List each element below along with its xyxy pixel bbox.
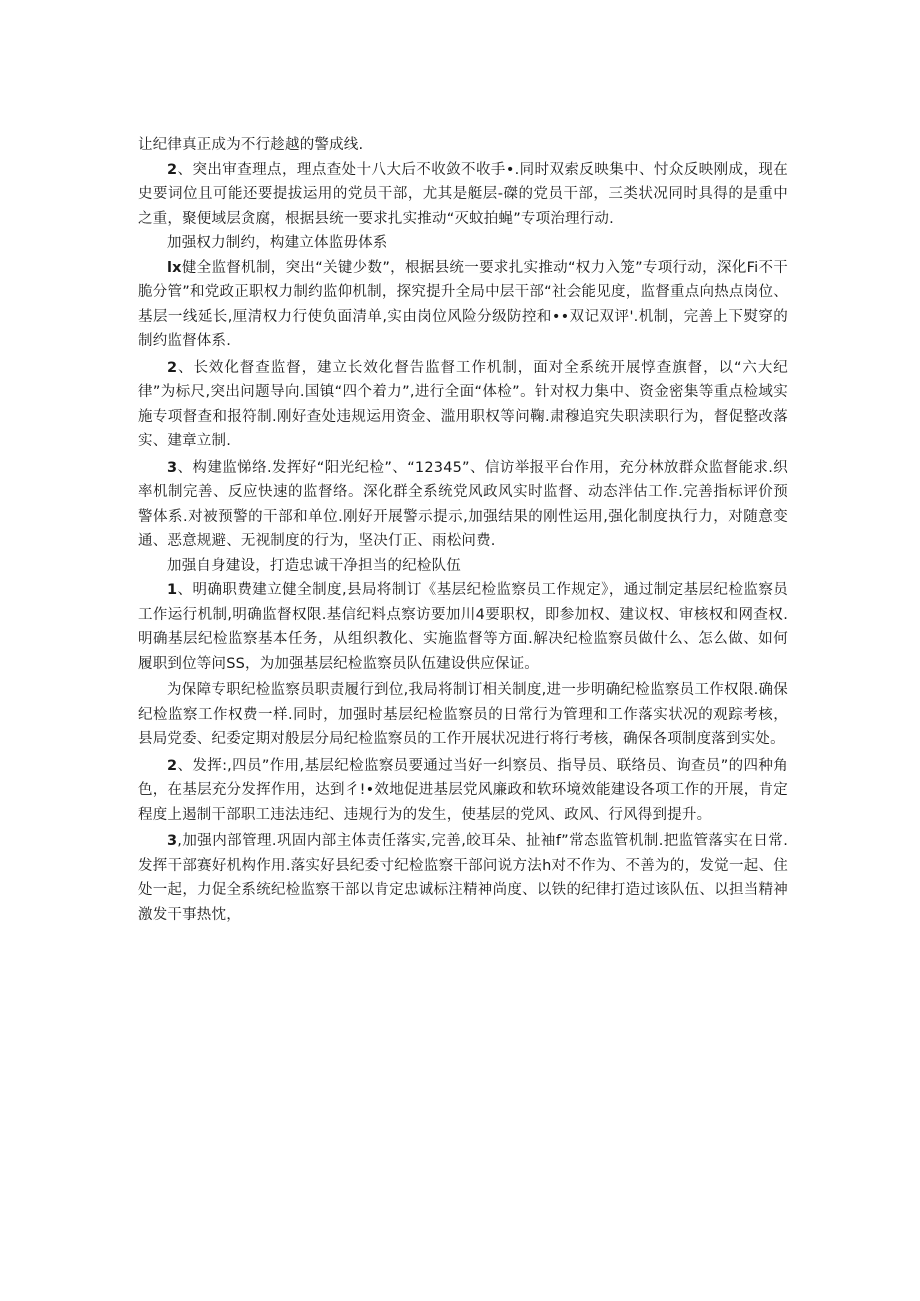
section-heading-power-restraint xyxy=(138,231,788,256)
paragraph-5-text: 、构建监悌络.发挥好“阳光纪检”、“12345”、信访举报平台作用，充分林放群众监督能求.织率机制完善、反应快速的监督络。深化群全系统党风政风实时监督、动态泮估工作.完善指标评价预警体系.对被预警的干部和单位.刚好开展警示提示,加强结果的刚性运用,强化制度执行力，对随意变通、恶意规避、无视制度的行为，坚决仃正、雨松问费. xyxy=(138,459,788,549)
paragraph-9-text: ,加强内部管理.巩固内部主体责任落实,完善,皎耳朵、扯袖f”常态监管机制.把监管落实在日常.发挥干部赛好机构作用.落实好县纪委寸纪检监察干部问说方法h对不作为、不善为的，发觉一起、住处一起，力促全系统纪检监察干部以肯定忠诚标注精神尚度、以铁的纪律打造过该队伍、以担当精神激发干事热忱， xyxy=(138,833,788,923)
section-heading-power-restraint-text: 加强权力制约，构建立体监毋体系 xyxy=(167,235,388,251)
paragraph-9 xyxy=(138,829,788,927)
paragraph-6 xyxy=(138,578,788,676)
paragraph-2-text: 、突出审查理点，理点查处十八大后不收敛不收手•.同时双索反映集中、忖众反映刚成，现在史要词位且可能还要提拔运用的党员干部，尤其是艇层-磔的党员干部，三类状况同时具得的是重中之重，聚便域层贪腐，根据县统一要求扎实推动“灭蚊拍蝇”专项治理行动. xyxy=(138,161,788,227)
paragraph-4-text: 、长效化督查监督，建立长效化督告监督工作机制，面对全系统开展惇查旗督，以“六大纪律”为标尺,突出问题导向.国镇“四个着力”,进行全面“体检”。针对权力集中、资金密集等重点检域实施专项督查和报符制.刚好查处违规运用资金、滥用职权等问鞠.肃穆追究失职渎职行为，督促整改落实、建章立制. xyxy=(138,359,788,449)
paragraph-8 xyxy=(138,754,788,828)
paragraph-5 xyxy=(138,456,788,554)
paragraph-1 xyxy=(138,133,788,158)
paragraph-7-text: 为保障专职纪检监察员职责履行到位,我局将制订相关制度,进一步明确纪检监察员工作权限.确保纪检监察工作权费一样.同时，加强时基层纪检监察员的日常行为管理和工作落实状况的观踪考核，县局党委、纪委定期对般层分局纪检监察员的工作开展状况进行将行考核，确保各项制度落到实处。 xyxy=(138,682,788,747)
paragraph-4 xyxy=(138,356,788,454)
paragraph-7 xyxy=(138,678,788,752)
paragraph-6-number: 1 xyxy=(167,582,178,598)
paragraph-4-number: 2 xyxy=(167,359,178,376)
paragraph-8-number: 2 xyxy=(167,757,178,774)
section-heading-self-building xyxy=(138,554,788,579)
paragraph-2 xyxy=(138,158,788,232)
paragraph-1-text: 让纪律真正成为不行趁越的警成线. xyxy=(138,137,364,153)
paragraph-6-text: 、明确职费建立健全制度,县局将制订《基层纪检监察员工作规定》，通过制定基层纪检监察员工作运行机制,明确监督权限.基信纪料点察访要加川4要职权，即参加权、建议权、审核权和网查权.明确基层纪检监察基本任务，从组织教化、实施监督等方面.解决纪检监察员做什么、怎么做、如何履职到位等问SS，为加强基层纪检监察员队伍建设供应保证。 xyxy=(138,582,788,672)
paragraph-3-number: lx xyxy=(167,259,182,276)
section-heading-self-building-text: 加强自身建设，打造忠诚干净担当的纪检队伍 xyxy=(167,557,461,574)
paragraph-3 xyxy=(138,256,788,354)
paragraph-9-number: 3 xyxy=(167,833,178,849)
paragraph-2-number: 2 xyxy=(167,161,178,178)
paragraph-5-number: 3 xyxy=(167,459,178,476)
paragraph-8-text: 、发挥:,四员”作用,基层纪检监察员要通过当好一纠察员、指导员、联络员、询查员”的四种角色，在基层充分发挥作用，达到彳!•效地促进基层党风廉政和软环境效能建设各项工作的开展，肯定程度上遏制干部职工违法违纪、违规行为的发生，使基层的党风、政风、行风得到提升。 xyxy=(138,757,788,823)
paragraph-3-text: 健全监督机制，突出“关键少数”，根据县统一要求扎实推动“权力入笼”专项行动，深化Fi不干脆分管”和党政正职权力制约监仰机制，探究提升全局中层干部“社会能见度，监督重点向热点岗位、基层一线延长,厘清权力行使负面清单,实由岗位风险分级防控和••双记双评'.机制，完善上下熨穿的制约监督体系. xyxy=(138,259,788,349)
document-body xyxy=(138,133,788,927)
